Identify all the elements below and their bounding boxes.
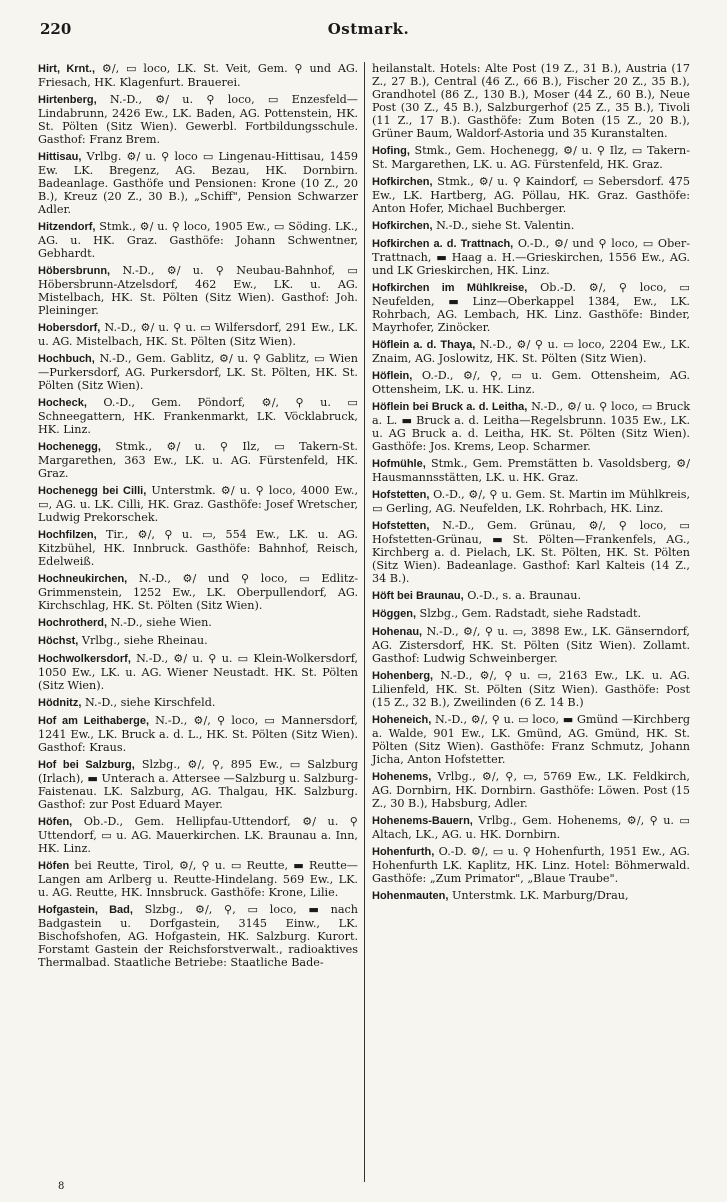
- gazetteer-entry: [38, 220, 358, 260]
- entry-text: O.-D., Gem. Pöndorf, ⚙/, ⚲ u. ▭ Schneegattern, HK. Frankenmarkt, LK. Vöcklabruck, HK. Linz.: [38, 396, 358, 436]
- entry-text: N.-D., ⚙/, ⚲ u. ▭ loco, ▬ Gmünd —Kirchberg a. Walde, 901 Ew., LK. Gmünd, AG. Gmünd, HK. St. Pölten (Sitz Wien). Gasthöfe: Franz Schmutz, Johann Jicha, Anton Hofstetter.: [372, 713, 690, 766]
- gazetteer-entry: [372, 457, 690, 484]
- entry-place-name: Höflein bei Bruck a. d. Leitha,: [372, 401, 528, 413]
- gazetteer-entry: [38, 903, 358, 969]
- entry-text: O.-D., s. a. Braunau.: [463, 589, 582, 602]
- entry-text: Slzbg., ⚙/, ⚲, ▭ loco, ▬ nach Badgastein u. Dorfgastein, 3145 Einw., LK. Bischofshofen, AG. Hofgastein, HK. Salzburg. Kurort. Forstamt Gastein der Reichsforstverwalt., radioaktives Thermalbad. Staatliche Betriebe: Staatliche Bade-: [38, 903, 358, 969]
- entry-text: N.-D., ⚙/ u. ⚲ loco, ▭ Bruck a. L. ▬ Bruck a. d. Leitha—Regelsbrunn. 1035 Ew., LK. u. AG Bruck a. d. Leitha, HK. St. Pölten (Sitz Wien). Gasthöfe: Jos. Krems, Leop. Scharmer.: [372, 400, 690, 453]
- entry-text: O.-D., ⚙/ und ⚲ loco, ▭ Ober-Trattnach, ▬ Haag a. H.—Grieskirchen, 1556 Ew., AG. und LK Grieskirchen, HK. Linz.: [372, 237, 690, 277]
- page-header: [40, 20, 697, 44]
- entry-place-name: Höchst,: [38, 635, 79, 647]
- gazetteer-entry: [372, 281, 690, 334]
- entry-text: bei Reutte, Tirol, ⚙/, ⚲ u. ▭ Reutte, ▬ Reutte—Langen am Arlberg u. Reutte-Hindelang. 569 Ew., LK. u. AG. Reutte, HK. Innsbruck. Gasthöfe: Krone, Lilie.: [38, 859, 358, 899]
- gazetteer-entry: [372, 144, 690, 171]
- entry-place-name: Hohenems,: [372, 771, 432, 783]
- entry-text: N.-D., ⚙/ u. ⚲ loco, ▭ Enzesfeld—Lindabrunn, 2426 Ew., LK. Baden, AG. Pottenstein, HK. St. Pölten (Sitz Wien). Gewerbl. Fortbildungsschule. Gasthof: Franz Brem.: [38, 93, 358, 146]
- gazetteer-entry: [38, 264, 358, 317]
- entry-place-name: Hoheneich,: [372, 714, 432, 726]
- entry-place-name: Hödnitz,: [38, 697, 82, 709]
- gazetteer-entry: [38, 321, 358, 348]
- entry-text: Ob.-D., Gem. Hellipfau-Uttendorf, ⚙/ u. ⚲ Uttendorf, ▭ u. AG. Mauerkirchen. LK. Braunau a. Inn, HK. Linz.: [38, 815, 358, 855]
- entry-place-name: Hochwolkersdorf,: [38, 653, 131, 665]
- entry-text: Stmk., Gem. Hochenegg, ⚙/ u. ⚲ Ilz, ▭ Takern-St. Margarethen, LK. u. AG. Fürstenfeld, HK. Graz.: [372, 144, 690, 171]
- entry-text: N.-D., ⚙/ u. ⚲ u. ▭ Wilfersdorf, 291 Ew., LK. u. AG. Mistelbach, HK. St. Pölten (Sitz Wien).: [38, 321, 358, 348]
- column-divider: [364, 62, 365, 1182]
- gazetteer-entry: [372, 889, 690, 903]
- entry-place-name: Höfen,: [38, 816, 73, 828]
- entry-text: Vrlbg., Gem. Hohenems, ⚙/, ⚲ u. ▭ Altach, LK., AG. u. HK. Dornbirn.: [372, 814, 690, 841]
- gazetteer-entry: [372, 62, 690, 140]
- entry-place-name: Hirt, Krnt.,: [38, 63, 96, 75]
- gazetteer-entry: [372, 589, 690, 603]
- entry-text: N.-D., ⚙/, ⚲ u. ▭, 3898 Ew., LK. Gänserndorf, AG. Zistersdorf, HK. St. Pölten (Sitz Wien). Zollamt. Gasthof: Ludwig Schweinberger.: [372, 625, 690, 665]
- gazetteer-entry: [38, 634, 358, 648]
- entry-place-name: Hofkirchen,: [372, 220, 433, 232]
- entry-place-name: Höfen: [38, 860, 70, 872]
- entry-place-name: Hof am Leithaberge,: [38, 715, 149, 727]
- entry-place-name: Höflein,: [372, 370, 413, 382]
- entry-text: N.-D., Gem. Grünau, ⚙/, ⚲ loco, ▭ Hofstetten-Grünau, ▬ St. Pölten—Frankenfels, AG., Kirchberg a. d. Pielach, LK. St. Pölten, HK. St. Pölten (Sitz Wien). Badeanlage. Gasthof: Karl Kalteis (14 Z., 34 B.).: [372, 519, 690, 585]
- gazetteer-entry: [38, 484, 358, 524]
- entry-place-name: Höggen,: [372, 608, 416, 620]
- entry-text: N.-D., ⚙/ und ⚲ loco, ▭ Edlitz-Grimmenstein, 1252 Ew., LK. Oberpullendorf, AG. Kirchschlag, HK. St. Pölten (Sitz Wien).: [38, 572, 358, 612]
- entry-place-name: Hochrotherd,: [38, 617, 108, 629]
- entry-text: Stmk., ⚙/ u. ⚲ Ilz, ▭ Takern-St. Margarethen, 363 Ew., LK. u. AG. Fürstenfeld, HK. Graz.: [38, 440, 358, 480]
- gazetteer-entry: [38, 150, 358, 216]
- entry-text: N.-D., ⚙/, ⚲ u. ▭, 2163 Ew., LK. u. AG. Lilienfeld, HK. St. Pölten (Sitz Wien). Gasthöfe: Post (15 Z., 32 B.), Zweilinden (6 Z. 14 B.): [372, 669, 690, 709]
- entry-place-name: Hof bei Salzburg,: [38, 759, 135, 771]
- entry-place-name: Hofing,: [372, 145, 410, 157]
- entry-place-name: Hochneukirchen,: [38, 573, 128, 585]
- entry-text: Vrlbg., siehe Rheinau.: [78, 634, 208, 647]
- gazetteer-entry: [38, 352, 358, 392]
- gazetteer-entry: [38, 440, 358, 480]
- entry-place-name: Hohenmauten,: [372, 890, 449, 902]
- entry-place-name: Hohenberg,: [372, 670, 434, 682]
- gazetteer-entry: [38, 714, 358, 754]
- left-column: [38, 62, 358, 973]
- footer-mark: 8: [58, 1181, 65, 1192]
- gazetteer-entry: [372, 237, 690, 277]
- entry-place-name: Hofgastein, Bad,: [38, 904, 133, 916]
- gazetteer-entry: [38, 62, 358, 89]
- running-title: Ostmark.: [327, 20, 410, 38]
- entry-place-name: Höft bei Braunau,: [372, 590, 464, 602]
- entry-place-name: Hofkirchen,: [372, 176, 433, 188]
- gazetteer-entry: [38, 93, 358, 146]
- entry-place-name: Hofkirchen a. d. Trattnach,: [372, 238, 514, 250]
- gazetteer-entry: [372, 369, 690, 396]
- entry-place-name: Hirtenberg,: [38, 94, 97, 106]
- entry-text: N.-D., siehe Kirschfeld.: [81, 696, 216, 709]
- entry-place-name: Hofstetten,: [372, 520, 430, 532]
- entry-place-name: Hofkirchen im Mühlkreise,: [372, 282, 528, 294]
- gazetteer-entry: [38, 528, 358, 568]
- gazetteer-entry: [372, 607, 690, 621]
- gazetteer-entry: [372, 845, 690, 885]
- entry-text: Tir., ⚙/, ⚲ u. ▭, 554 Ew., LK. u. AG. Kitzbühel, HK. Innbruck. Gasthöfe: Bahnhof, Reisch, Edelweiß.: [38, 528, 358, 568]
- entry-text: O.-D. ⚙/, ▭ u. ⚲ Hohenfurth, 1951 Ew., AG. Hohenfurth LK. Kaplitz, HK. Linz. Hotel: Böhmerwald. Gasthöfe: „Zum Primator", „Blaue Traube".: [372, 845, 690, 885]
- gazetteer-entry: [372, 713, 690, 766]
- entry-text: ⚙/, ▭ loco, LK. St. Veit, Gem. ⚲ und AG. Friesach, HK. Klagenfurt. Brauerei.: [38, 62, 358, 89]
- page-number: 220: [40, 20, 72, 38]
- entry-place-name: Hohenems-Bauern,: [372, 815, 473, 827]
- entry-place-name: Hitzendorf,: [38, 221, 96, 233]
- entry-text: Vrlbg. ⚙/ u. ⚲ loco ▭ Lingenau-Hittisau, 1459 Ew. LK. Bregenz, AG. Bezau, HK. Dornbirn. Badeanlage. Gasthöfe und Pensionen: Krone (10 Z., 20 B.), Kreuz (20 Z., 30 B.), „Schiff", Pension Schwarzer Adler.: [38, 150, 358, 216]
- gazetteer-entry: [38, 652, 358, 692]
- gazetteer-entry: [372, 625, 690, 665]
- gazetteer-entry: [38, 616, 358, 630]
- entry-text: N.-D., Gem. Gablitz, ⚙/ u. ⚲ Gablitz, ▭ Wien—Purkersdorf, AG. Purkersdorf, LK. St. Pölten, HK. St. Pölten (Sitz Wien).: [38, 352, 358, 392]
- entry-text: N.-D., siehe St. Valentin.: [432, 219, 575, 232]
- gazetteer-entry: [38, 815, 358, 855]
- entry-text: O.-D., ⚙/, ⚲, ▭ u. Gem. Ottensheim, AG. Ottensheim, LK. u. HK. Linz.: [372, 369, 690, 396]
- entry-place-name: Hohenfurth,: [372, 846, 435, 858]
- entry-place-name: Hofmühle,: [372, 458, 426, 470]
- entry-place-name: Höbersbrunn,: [38, 265, 111, 277]
- entry-place-name: Hobersdorf,: [38, 322, 101, 334]
- entry-text: Slzbg., ⚙/, ⚲, 895 Ew., ▭ Salzburg (Irlach), ▬ Unterach a. Attersee —Salzburg u. Salzburg-Faistenau. LK. Salzburg, AG. Thalgau, HK. Salzburg. Gasthof: zur Post Eduard Mayer.: [38, 758, 358, 811]
- entry-text: N.-D., ⚙/ u. ⚲ u. ▭ Klein-Wolkersdorf, 1050 Ew., LK. u. AG. Wiener Neustadt. HK. St. Pölten (Sitz Wien).: [38, 652, 358, 692]
- gazetteer-entry: [372, 519, 690, 585]
- entry-place-name: Hochenegg,: [38, 441, 101, 453]
- gazetteer-entry: [372, 770, 690, 810]
- entry-text: Stmk., ⚙/ u. ⚲ loco, 1905 Ew., ▭ Söding. LK., AG. u. HK. Graz. Gasthöfe: Johann Schwentner, Gebhardt.: [38, 220, 358, 260]
- entry-text: N.-D., ⚙/, ⚲ loco, ▭ Mannersdorf, 1241 Ew., LK. Bruck a. d. L., HK. St. Pölten (Sitz Wien). Gasthof: Kraus.: [38, 714, 358, 754]
- entry-text: Stmk., Gem. Premstätten b. Vasoldsberg, ⚙/ Hausmannsstätten, LK. u. HK. Graz.: [372, 457, 690, 484]
- gazetteer-entry: [38, 396, 358, 436]
- entry-place-name: Hochenegg bei Cilli,: [38, 485, 147, 497]
- right-column: [372, 62, 690, 907]
- entry-place-name: Hochfilzen,: [38, 529, 97, 541]
- gazetteer-entry: [372, 669, 690, 709]
- entry-place-name: Hochbuch,: [38, 353, 95, 365]
- entry-text: heilanstalt. Hotels: Alte Post (19 Z., 31 B.), Austria (17 Z., 27 B.), Central (46 Z., 66 B.), Fischer 20 Z., 35 B.), Grandhotel (86 Z., 130 B.), Moser (44 Z., 60 B.), Neue Post (30 Z., 45 B.), Salzburgerhof (25 Z., 35 B.), Tivoli (11 Z., 17 B.). Gasthöfe: Zum Boten (15 Z., 20 B.), Grüner Baum, Waldorf-Astoria und 35 Kuranstalten.: [372, 62, 690, 140]
- gazetteer-entry: [372, 400, 690, 453]
- gazetteer-entry: [38, 758, 358, 811]
- entry-text: N.-D., ⚙/ u. ⚲ Neubau-Bahnhof, ▭ Höbersbrunn-Atzelsdorf, 462 Ew., LK. u. AG. Mistelbach, HK. St. Pölten (Sitz Wien). Gasthof: Joh. Pleininger.: [38, 264, 358, 317]
- entry-text: N.-D., ⚙/ ⚲ u. ▭ loco, 2204 Ew., LK. Znaim, AG. Joslowitz, HK. St. Pölten (Sitz Wien).: [372, 338, 690, 365]
- entry-place-name: Hofstetten,: [372, 489, 430, 501]
- gazetteer-entry: [38, 859, 358, 899]
- entry-place-name: Höflein a. d. Thaya,: [372, 339, 476, 351]
- entry-text: Unterstmk. ⚙/ u. ⚲ loco, 4000 Ew., ▭, AG. u. LK. Cilli, HK. Graz. Gasthöfe: Josef Wretscher, Ludwig Prekorschek.: [38, 484, 359, 524]
- gazetteer-entry: [372, 219, 690, 233]
- gazetteer-entry: [372, 814, 690, 841]
- gazetteer-entry: [372, 338, 690, 365]
- gazetteer-entry: [38, 696, 358, 710]
- entry-place-name: Hittisau,: [38, 151, 82, 163]
- entry-text: Stmk., ⚙/ u. ⚲ Kaindorf, ▭ Sebersdorf. 475 Ew., LK. Hartberg, AG. Pöllau, HK. Graz. Gasthöfe: Anton Hofer, Michael Buchberger.: [372, 175, 690, 215]
- entry-text: Ob.-D. ⚙/, ⚲ loco, ▭ Neufelden, ▬ Linz—Oberkappel 1384, Ew., LK. Rohrbach, AG. Lembach, HK. Linz. Gasthöfe: Binder, Mayrhofer, Zinöcker.: [372, 281, 690, 334]
- gazetteer-entry: [38, 572, 358, 612]
- entry-text: N.-D., siehe Wien.: [107, 616, 212, 629]
- gazetteer-entry: [372, 488, 690, 515]
- entry-text: O.-D., ⚙/, ⚲ u. Gem. St. Martin im Mühlkreis, ▭ Gerling, AG. Neufelden, LK. Rohrbach, HK. Linz.: [372, 488, 690, 515]
- entry-text: Vrlbg., ⚙/, ⚲, ▭, 5769 Ew., LK. Feldkirch, AG. Dornbirn, HK. Dornbirn. Gasthöfe: Löwen. Post (15 Z., 30 B.), Habsburg, Adler.: [372, 770, 690, 810]
- entry-text: Slzbg., Gem. Radstadt, siehe Radstadt.: [416, 607, 642, 620]
- gazetteer-entry: [372, 175, 690, 215]
- entry-place-name: Hocheck,: [38, 397, 87, 409]
- entry-text: Unterstmk. LK. Marburg/Drau,: [448, 889, 629, 902]
- entry-place-name: Hohenau,: [372, 626, 423, 638]
